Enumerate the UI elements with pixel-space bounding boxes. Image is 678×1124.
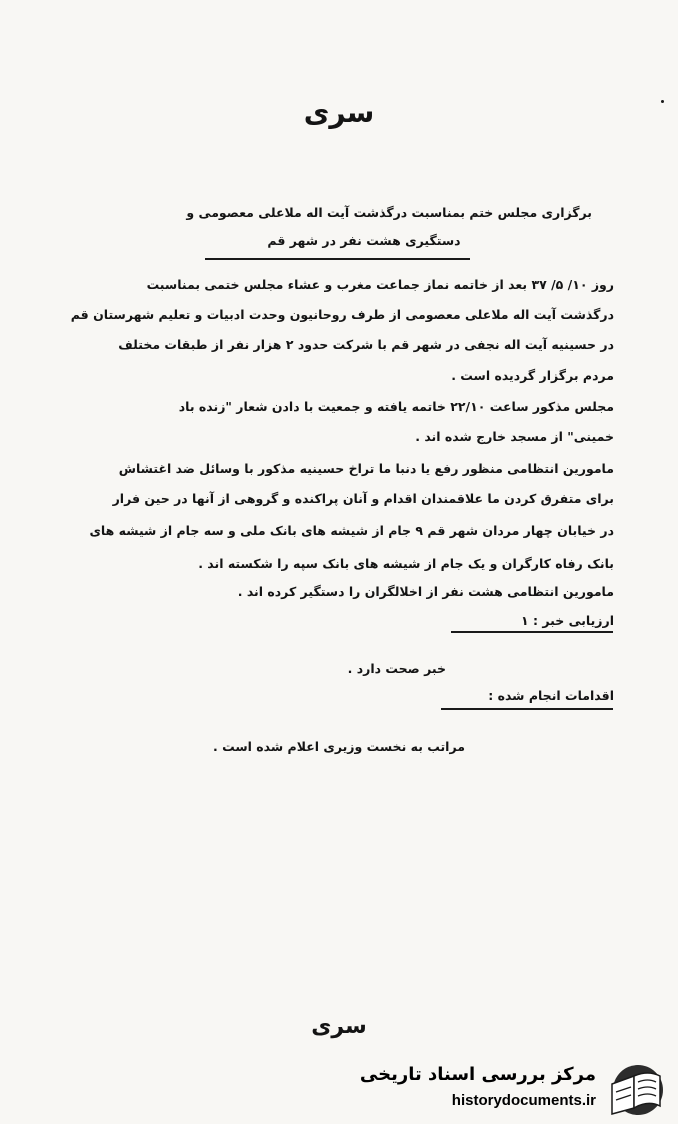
watermark-url: historydocuments.ir	[451, 1092, 596, 1109]
actions-taken-underline	[441, 708, 613, 710]
watermark-name: مرکز بررسی اسناد تاریخی	[359, 1064, 596, 1085]
subject-line-2: دستگیری هشت نفر در شهر قم	[267, 233, 461, 248]
news-evaluation-underline	[451, 631, 613, 633]
subject-underline	[205, 258, 470, 260]
paragraph-1-line-1: روز ۱۰/ ۵/ ۳۷ بعد از خاتمه نماز جماعت مغرب و عشاء مجلس ختمی بمناسبت	[146, 277, 614, 292]
news-evaluation: ارزیابی خبر : ۱	[521, 613, 614, 628]
classification-title: سری	[303, 96, 375, 129]
paragraph-1-line-2: درگذشت آیت اله ملاعلی معصومی از طرف روحانیون وحدت ادبیات و تعلیم شهرستان قم	[70, 307, 614, 322]
paragraph-1-line-4: مردم برگزار گردیده است .	[451, 368, 614, 383]
paragraph-4-line-1: مامورین انتظامی هشت نفر از اخلالگران را دستگیر کرده اند .	[237, 584, 614, 599]
bottom-classification-mark: سری	[311, 1014, 367, 1039]
book-logo-icon	[604, 1062, 668, 1118]
subject-line-1: برگزاری مجلس ختم بمناسبت درگذشت آیت اله ملاعلی معصومی و	[186, 205, 592, 220]
paragraph-3-line-2: برای متفرق کردن ما علاقمندان اقدام و آنان پراکنده و گروهی از آنها در حین فرار	[112, 491, 614, 506]
paragraph-3-line-1: مامورین انتظامی منظور رفع یا دنبا ما تراخ حسینیه مذکور با وسائل ضد اغتشاش	[118, 461, 614, 476]
paragraph-2-line-1: مجلس مذکور ساعت ۲۲/۱۰ خاتمه یافته و جمعیت با دادن شعار "زنده باد	[178, 399, 614, 414]
paragraph-3-line-4: بانک رفاه کارگران و یک جام از شیشه های بانک سپه را شکسته اند .	[198, 556, 614, 571]
actions-taken-heading: اقدامات انجام شده :	[488, 688, 614, 703]
watermark	[359, 1062, 672, 1118]
paragraph-1-line-3: در حسینیه آیت اله نجفی در شهر قم با شرکت حدود ۲ هزار نفر از طبقات مختلف	[118, 337, 614, 352]
paragraph-2-line-2: خمینی" از مسجد خارج شده اند .	[415, 429, 614, 444]
actions-taken-text: مراتب به نخست وزیری اعلام شده است .	[213, 739, 465, 754]
news-accuracy: خبر صحت دارد .	[347, 661, 446, 676]
paragraph-3-line-3: در خیابان چهار مردان شهر قم ۹ جام از شیشه های بانک ملی و سه جام از شیشه های	[89, 523, 614, 538]
